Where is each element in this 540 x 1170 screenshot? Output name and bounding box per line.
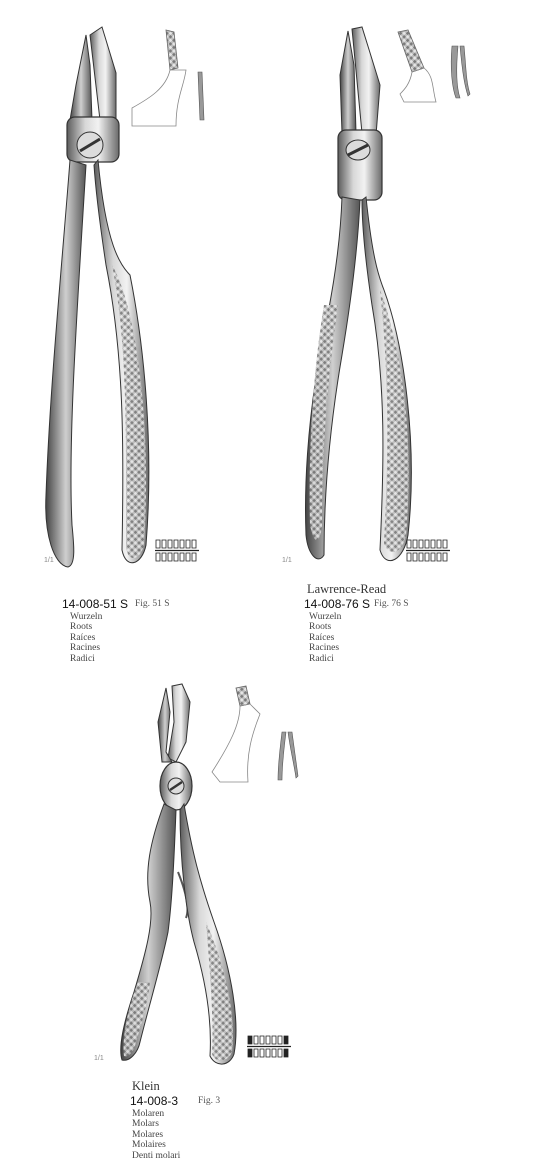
scale-label: 1/1 — [94, 1055, 104, 1062]
beak-detail-icon — [390, 28, 470, 108]
scale-label: 1/1 — [44, 557, 54, 564]
beak-detail-icon — [128, 28, 188, 128]
beak-detail-icon — [210, 684, 300, 784]
usage-list — [132, 1109, 180, 1161]
product-code: 14-008-76 S — [304, 597, 371, 611]
usage-item: Wurzeln — [70, 612, 103, 622]
usage-item: Molaren — [132, 1109, 165, 1119]
product-code: 14-008-51 S — [62, 597, 129, 611]
usage-item: Radici — [70, 653, 95, 664]
figure-ref: Fig. 51 S — [135, 599, 170, 609]
scale-label: 1/1 — [282, 557, 292, 564]
usage-item: Radici — [309, 653, 334, 664]
tooth-chart-icon — [247, 1034, 291, 1062]
usage-item: Denti molari — [132, 1150, 181, 1161]
usage-item: Raíces — [309, 632, 335, 643]
usage-list — [309, 612, 341, 664]
usage-list — [70, 612, 102, 664]
usage-item: Racines — [70, 643, 101, 654]
tooth-chart-icon — [155, 538, 199, 566]
product-name: Lawrence-Read — [307, 582, 387, 596]
usage-item: Molars — [132, 1119, 159, 1130]
figure-ref: Fig. 76 S — [374, 599, 409, 609]
usage-item: Racines — [309, 643, 340, 654]
product-name: Klein — [132, 1079, 160, 1093]
usage-item: Molares — [132, 1129, 164, 1140]
usage-item: Roots — [70, 622, 93, 633]
usage-item: Wurzeln — [309, 612, 342, 622]
usage-item: Molaires — [132, 1140, 166, 1151]
tooth-chart-icon — [406, 538, 450, 566]
product-code: 14-008-3 — [130, 1094, 179, 1108]
usage-item: Roots — [309, 622, 332, 633]
figure-ref: Fig. 3 — [198, 1096, 221, 1106]
usage-item: Raíces — [70, 632, 96, 643]
